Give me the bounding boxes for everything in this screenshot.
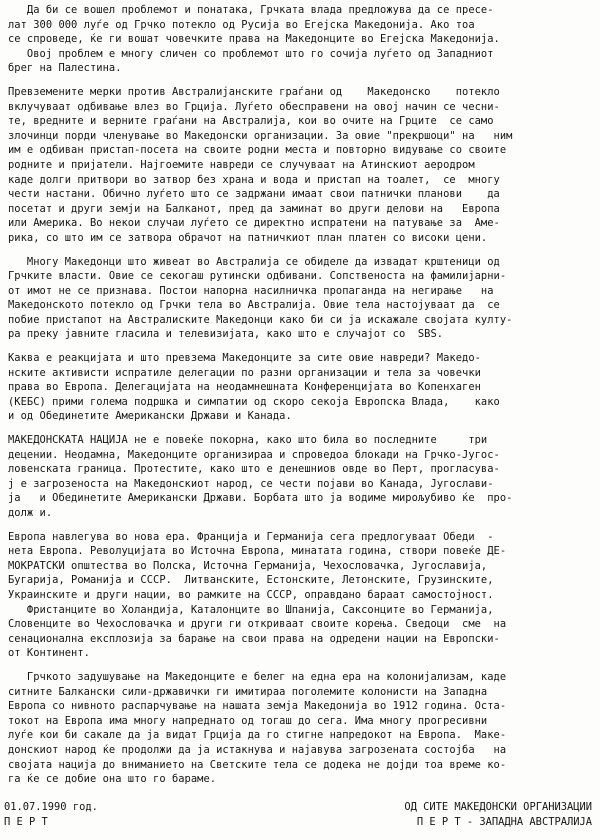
text-line: Украинските и други нации, во рамките на СССР, оправдано бараат самостојност. bbox=[8, 588, 494, 601]
text-line: ловенската граница. Протестите, како што е денешниов овде во Перт, прогласува- bbox=[8, 463, 500, 476]
text-line: Превземените мерки против Австралијанските граѓани од Македонско потекло bbox=[8, 85, 500, 98]
text-line: Овој проблем е многу сличен со проблемот што го сочија луѓето од Западниот bbox=[8, 47, 494, 60]
text-line: Европа навлегува во нова ера. Франција и Германија сега предлогуваат Обеди - bbox=[8, 530, 494, 543]
text-line: луѓе кои би сакале да ја видат Грција да го стигне напредокот на Европа. Маке- bbox=[8, 729, 507, 742]
text-line: посетат и други земји на Балканот, пред да заминат во други делови на Европа bbox=[8, 202, 500, 215]
paragraph-measures bbox=[8, 85, 592, 246]
text-line: брег на Палестина. bbox=[8, 62, 122, 75]
text-line: донскиот народ ќе продолжи да ја истакнува и најавува загрозената состојба на bbox=[8, 743, 507, 756]
text-line: долж и. bbox=[8, 507, 53, 519]
text-line: лат 300 000 луѓе од Грчко потекло од Русија во Егејска Македонија. Ако тоа bbox=[8, 18, 475, 31]
text-line: Грчките власти. Овие се секогаш рутински одбивани. Сопственоста на фамилијарни- bbox=[8, 270, 507, 283]
text-line: Каква е реакцијата и што превзема Македонците за сите овие навреди? Македо- bbox=[8, 352, 481, 365]
paragraph-colonialism bbox=[8, 670, 592, 787]
text-line: Фристанците во Холандија, Каталонците во Шпанија, Саксонците во Германија, bbox=[8, 603, 494, 616]
text-line: те, вредните и верните граѓани на Австралија, кои во очите на Грците се само bbox=[8, 115, 494, 128]
text-line: ја и Обединетите Американски Држави. Борбата што ја водиме мирољубиво ќе про- bbox=[8, 492, 513, 505]
text-line: побие пристапот на Австралиските Македонци како би си ја искажале својата култу- bbox=[8, 313, 513, 326]
paragraph-nation bbox=[8, 433, 592, 521]
text-line: от имот не се признава. Постои напорна насилничка пропаганда на негирање на bbox=[8, 284, 494, 297]
text-line: Грчкото задушување на Македонците е белег на една ера на колонијализам, каде bbox=[8, 670, 507, 683]
text-line: МОКРАТСКИ општества во Полска, Источна Германија, Чехословачка, Југославија, bbox=[8, 559, 488, 572]
text-line: от Континент. bbox=[8, 647, 90, 660]
text-line: децении. Неодамна, Македонците организираа и спроведоа блокади на Грчко-Југос- bbox=[8, 448, 500, 461]
text-line: права во Европа. Делегацијата на неодамнешната Конференцијата во Копенхаген bbox=[8, 381, 481, 394]
text-line: токот на Европа има многу напреднато од тогаш до сега. Има многу прогресивни bbox=[8, 714, 488, 727]
text-line: Словенците во Чехословачка и други ги откриваат своите корења. Сведоци сме на bbox=[8, 618, 507, 631]
document-footer bbox=[0, 800, 600, 830]
text-line: нета Европа. Револуцијата во Источна Европа, минатата година, створи повеќе ДЕ- bbox=[8, 545, 507, 558]
text-line: злочинци порди членување во Македонски организации. За овие "прекршоци" на ним bbox=[8, 129, 513, 142]
paragraph-reaction bbox=[8, 351, 592, 424]
text-line: им е одбиван пристап-посета на своите родни места и повторно видување со своите bbox=[8, 144, 507, 157]
text-line: својата нација до вниманието на Светските тела се додека не дојди тоа време ко- bbox=[8, 758, 507, 771]
text-line: или Америка. Во некои случаи луѓето се директно испратени на патување за Аме- bbox=[8, 217, 500, 230]
text-line: сенационална експлозија за барање на свои права на одредени нации на Европски- bbox=[8, 632, 500, 645]
text-line: родните и пријатели. Најгоемите навреди се случуваат на Атинскиот аеродром bbox=[8, 158, 475, 171]
paragraph-europe bbox=[8, 530, 592, 661]
text-line: Македонското потекло од Грчки тела во Австралија. Овие тела настојуваат да се bbox=[8, 299, 500, 312]
signature-line: ОД СИТЕ МАКЕДОНСКИ ОРГАНИЗАЦИИ bbox=[404, 801, 592, 813]
document-date: 01.07.1990 год. bbox=[4, 801, 98, 813]
text-line: Бугарија, Романија и СССР. Литванските, Естонските, Летонските, Грузинските, bbox=[8, 574, 494, 587]
text-line: вклучуваат одбивање влез во Грција. Луѓето обесправени на овој начин се чесни- bbox=[8, 100, 500, 113]
text-line: нските активисти испратиле делегации по разни организации и тела за човечки bbox=[8, 366, 481, 379]
text-line: ј е загрозеноста на Македонскиот народ, се чести појави во Канада, Југослави- bbox=[8, 477, 494, 490]
text-line: ситните Балкански сили-државички ги имитираа поголемите колонисти на Западна bbox=[8, 685, 488, 698]
text-line: га ќе се добие она што го бараме. bbox=[8, 773, 217, 786]
text-line: Многу Македонци што живеат во Австралија се обиделе да извадат крштеници од bbox=[8, 255, 500, 268]
text-line: и од Обединетите Американски Држави и Канада. bbox=[8, 410, 292, 423]
text-line: чести настани. Обично луѓето што се задржани имаат свои патнички планови да bbox=[8, 188, 500, 201]
text-line: каде долги притвори во затвор без храна и вода и пристап на тоалет, се многу bbox=[8, 173, 500, 186]
text-line: рика, со што им се затвора обрачот на патничкиот план платен со високи цени. bbox=[8, 231, 488, 244]
footer-city: П Е Р Т bbox=[4, 816, 48, 828]
text-line: (КЕБС) прими голема подршка и симпатии од скоро секоја Европска Влада, како bbox=[8, 395, 500, 408]
text-line: ра преку јавните гласила и телевизијата, како што е случајот со SBS. bbox=[8, 328, 444, 341]
text-line: Да би се вошел проблемот и понатака, Грчката влада предложува да се пресе- bbox=[8, 4, 494, 16]
text-line: МАКЕДОНСКАТА НАЦИЈА не е повеќе покорна, како што била во последните три bbox=[8, 434, 488, 447]
text-line: Европа со нивното распарчување на нашата земја Македонија во 1912 година. Оста- bbox=[8, 700, 507, 713]
footer-location: П Е Р Т - ЗАПАДНА АВСТРАЛИЈА bbox=[416, 816, 592, 828]
paragraph-baptism bbox=[8, 255, 592, 343]
paragraph-intro bbox=[8, 3, 592, 76]
text-line: се спроведе, ќе ги вошат човечките права на Македонците во Егејска Македонија. bbox=[8, 33, 500, 46]
